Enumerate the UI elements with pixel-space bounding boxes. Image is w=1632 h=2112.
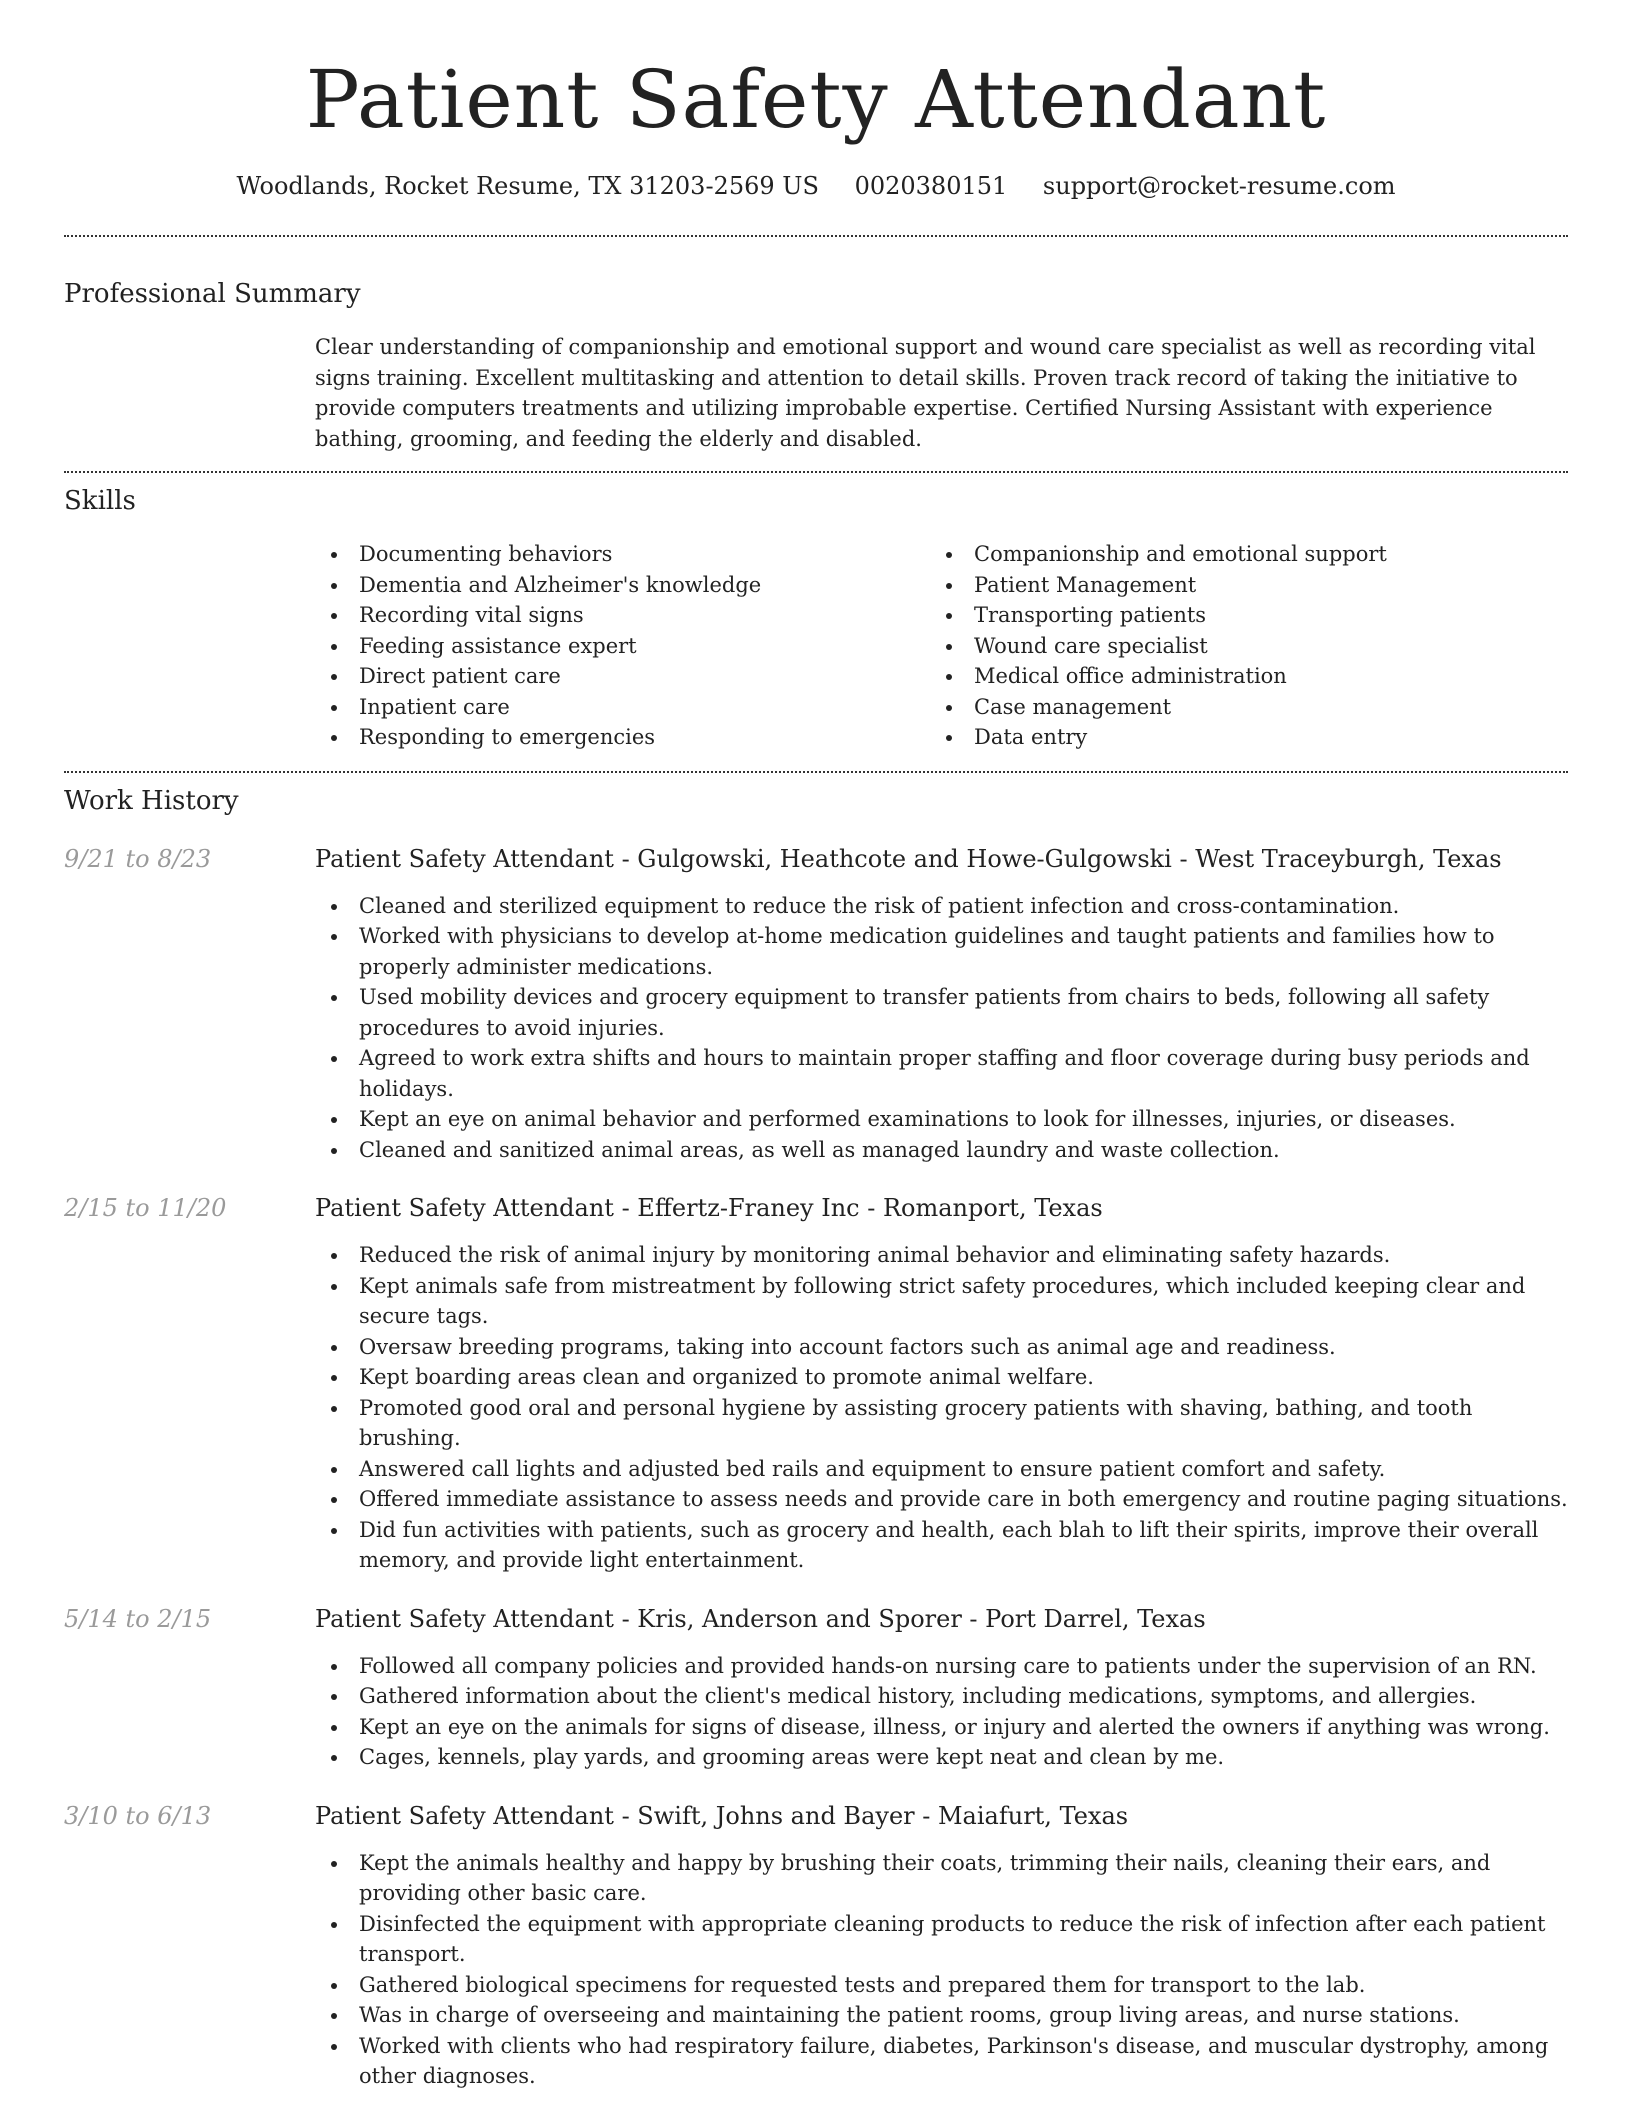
job-bullet: Kept boarding areas clean and organized to promote animal welfare.	[315, 1362, 1568, 1393]
job-bullet: Offered immediate assistance to assess needs and provide care in both emergency and routine paging situations.	[315, 1484, 1568, 1515]
skill-item: Responding to emergencies	[315, 722, 930, 753]
divider	[64, 235, 1568, 237]
skill-item: Wound care specialist	[930, 631, 1545, 662]
job-bullet: Used mobility devices and grocery equipment to transfer patients from chairs to beds, following all safety procedures to avoid injuries.	[315, 982, 1568, 1043]
job-bullet: Kept an eye on animal behavior and performed examinations to look for illnesses, injuries, or diseases.	[315, 1104, 1568, 1135]
skill-item: Documenting behaviors	[315, 539, 930, 570]
job-bullet: Cages, kennels, play yards, and grooming areas were kept neat and clean by me.	[315, 1742, 1568, 1773]
job-body	[315, 1192, 1568, 1576]
job-dates: 9/21 to 8/23	[64, 844, 212, 873]
job-body	[315, 843, 1568, 1166]
job-bullet: Kept the animals healthy and happy by brushing their coats, trimming their nails, cleaning their ears, and providing other basic care.	[315, 1848, 1568, 1909]
job-bullet: Cleaned and sterilized equipment to reduce the risk of patient infection and cross-contamination.	[315, 891, 1568, 922]
divider	[64, 771, 1568, 773]
job-bullets	[315, 1651, 1568, 1773]
job-heading: Patient Safety Attendant - Gulgowski, Heathcote and Howe-Gulgowski - West Traceyburgh, Texas	[315, 844, 1502, 873]
job-body	[315, 1800, 1568, 2092]
contact-address: Woodlands, Rocket Resume, TX 31203-2569 US	[236, 172, 819, 200]
job-heading: Patient Safety Attendant - Kris, Anderson and Sporer - Port Darrel, Texas	[315, 1604, 1206, 1633]
job-entry	[64, 843, 1568, 1166]
job-heading: Patient Safety Attendant - Effertz-Franey Inc - Romanport, Texas	[315, 1194, 1103, 1222]
contact-line	[64, 170, 1568, 202]
job-entry	[64, 1800, 1568, 2092]
job-dates: 5/14 to 2/15	[64, 1604, 212, 1633]
job-bullets	[315, 891, 1568, 1166]
skill-item: Patient Management	[930, 570, 1545, 601]
skills-column-right	[930, 539, 1545, 753]
resume-page	[64, 0, 1568, 2092]
skill-item: Transporting patients	[930, 600, 1545, 631]
job-bullet: Worked with physicians to develop at-home medication guidelines and taught patients and families how to properly administer medications.	[315, 921, 1568, 982]
skills-column-left	[315, 539, 930, 753]
skill-item: Data entry	[930, 722, 1545, 753]
job-bullet: Promoted good oral and personal hygiene by assisting grocery patients with shaving, bathing, and tooth brushing.	[315, 1393, 1568, 1454]
job-bullets	[315, 1848, 1568, 2092]
job-bullet: Was in charge of overseeing and maintaining the patient rooms, group living areas, and nurse stations.	[315, 2000, 1568, 2031]
job-bullet: Followed all company policies and provided hands-on nursing care to patients under the supervision of an RN.	[315, 1651, 1568, 1682]
skill-item: Medical office administration	[930, 661, 1545, 692]
job-bullet: Agreed to work extra shifts and hours to maintain proper staffing and floor coverage during busy periods and holidays.	[315, 1043, 1568, 1104]
job-bullet: Kept animals safe from mistreatment by following strict safety procedures, which included keeping clear and secure tags.	[315, 1271, 1568, 1332]
job-entry	[64, 1603, 1568, 1773]
job-bullet: Cleaned and sanitized animal areas, as well as managed laundry and waste collection.	[315, 1135, 1568, 1166]
skill-item: Case management	[930, 692, 1545, 723]
job-bullet: Gathered biological specimens for requested tests and prepared them for transport to the lab.	[315, 1970, 1568, 2001]
contact-email: support@rocket-resume.com	[1042, 172, 1396, 200]
skill-item: Direct patient care	[315, 661, 930, 692]
skill-item: Feeding assistance expert	[315, 631, 930, 662]
skill-item: Companionship and emotional support	[930, 539, 1545, 570]
job-bullet: Gathered information about the client's medical history, including medications, symptoms, and allergies.	[315, 1681, 1568, 1712]
job-bullet: Did fun activities with patients, such as grocery and health, each blah to lift their spirits, improve their overall memory, and provide light entertainment.	[315, 1515, 1568, 1576]
skills-title: Skills	[64, 486, 136, 516]
summary-text: Clear understanding of companionship and emotional support and wound care specialist as well as recording vital signs training. Excellent multitasking and attention to detail skills. Proven track record of taking the initiative to provide computers treatments and utilizing improbable expertise. Certified Nursing Assistant with experience bathing, grooming, and feeding the elderly and disabled.	[315, 335, 1536, 451]
job-bullet: Disinfected the equipment with appropriate cleaning products to reduce the risk of infection after each patient transport.	[315, 1909, 1568, 1970]
work-history-title: Work History	[64, 785, 239, 816]
skill-item: Inpatient care	[315, 692, 930, 723]
job-body	[315, 1603, 1568, 1773]
divider	[64, 471, 1568, 473]
job-entry	[64, 1192, 1568, 1576]
skill-item: Dementia and Alzheimer's knowledge	[315, 570, 930, 601]
job-bullets	[315, 1240, 1568, 1576]
job-bullet: Oversaw breeding programs, taking into account factors such as animal age and readiness.	[315, 1332, 1568, 1363]
skills-list	[315, 539, 1568, 753]
job-bullet: Worked with clients who had respiratory failure, diabetes, Parkinson's disease, and muscular dystrophy, among other diagnoses.	[315, 2031, 1568, 2092]
job-bullet: Reduced the risk of animal injury by monitoring animal behavior and eliminating safety hazards.	[315, 1240, 1568, 1271]
resume-name: Patient Safety Attendant	[305, 53, 1327, 146]
job-heading: Patient Safety Attendant - Swift, Johns and Bayer - Maiafurt, Texas	[315, 1801, 1129, 1830]
contact-phone: 0020380151	[854, 172, 1008, 200]
skill-item: Recording vital signs	[315, 600, 930, 631]
job-bullet: Answered call lights and adjusted bed rails and equipment to ensure patient comfort and safety.	[315, 1454, 1568, 1485]
job-bullet: Kept an eye on the animals for signs of disease, illness, or injury and alerted the owners if anything was wrong.	[315, 1712, 1568, 1743]
summary-title: Professional Summary	[64, 279, 361, 309]
job-dates: 2/15 to 11/20	[64, 1194, 227, 1222]
job-dates: 3/10 to 6/13	[64, 1801, 212, 1830]
